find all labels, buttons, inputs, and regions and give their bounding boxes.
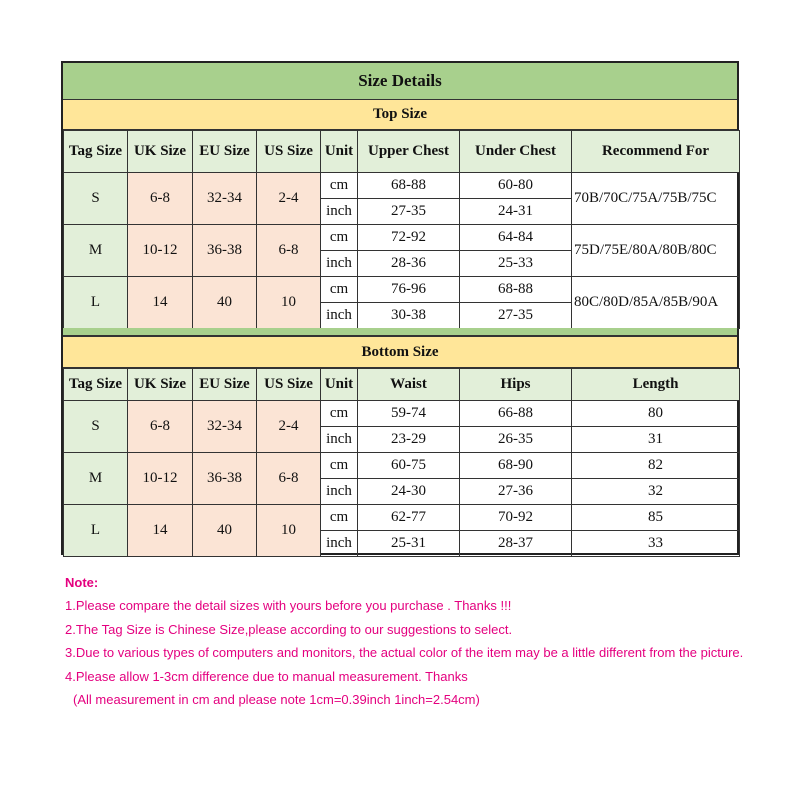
upper-chest-cell: 68-88: [358, 173, 460, 199]
eu-size-cell: 32-34: [193, 401, 257, 453]
notes-section: [65, 572, 785, 712]
length-cell: 32: [572, 479, 740, 505]
top-size-heading: Top Size: [63, 100, 737, 130]
header-uk-size: UK Size: [128, 131, 193, 173]
unit-cell: cm: [321, 505, 358, 531]
section-divider: [63, 328, 737, 336]
unit-cell: inch: [321, 303, 358, 329]
us-size-cell: 6-8: [257, 225, 321, 277]
length-cell: 80: [572, 401, 740, 427]
header-eu-size: EU Size: [193, 131, 257, 173]
uk-size-cell: 10-12: [128, 225, 193, 277]
unit-cell: cm: [321, 277, 358, 303]
upper-chest-cell: 72-92: [358, 225, 460, 251]
table-row: [64, 453, 740, 479]
us-size-cell: 10: [257, 505, 321, 557]
eu-size-cell: 36-38: [193, 225, 257, 277]
unit-cell: cm: [321, 453, 358, 479]
header-hips: Hips: [460, 369, 572, 401]
waist-cell: 59-74: [358, 401, 460, 427]
waist-cell: 60-75: [358, 453, 460, 479]
under-chest-cell: 64-84: [460, 225, 572, 251]
table-header-row: [64, 369, 740, 401]
unit-cell: cm: [321, 225, 358, 251]
hips-cell: 70-92: [460, 505, 572, 531]
recommend-cell: 70B/70C/75A/75B/75C: [572, 173, 740, 225]
size-chart: [61, 61, 739, 555]
eu-size-cell: 40: [193, 505, 257, 557]
waist-cell: 25-31: [358, 531, 460, 557]
recommend-cell: 80C/80D/85A/85B/90A: [572, 277, 740, 329]
header-eu-size: EU Size: [193, 369, 257, 401]
top-size-table: [63, 130, 740, 329]
under-chest-cell: 27-35: [460, 303, 572, 329]
tag-size-cell: M: [64, 453, 128, 505]
hips-cell: 27-36: [460, 479, 572, 505]
tag-size-cell: S: [64, 401, 128, 453]
bottom-size-table: [63, 368, 740, 557]
bottom-size-heading: Bottom Size: [63, 336, 737, 368]
header-tag-size: Tag Size: [64, 369, 128, 401]
uk-size-cell: 6-8: [128, 401, 193, 453]
upper-chest-cell: 28-36: [358, 251, 460, 277]
note-line: 3.Due to various types of computers and monitors, the actual color of the item may be a little different from the picture.: [65, 645, 744, 660]
unit-cell: inch: [321, 531, 358, 557]
header-waist: Waist: [358, 369, 460, 401]
under-chest-cell: 25-33: [460, 251, 572, 277]
us-size-cell: 2-4: [257, 401, 321, 453]
tag-size-cell: L: [64, 505, 128, 557]
us-size-cell: 2-4: [257, 173, 321, 225]
tag-size-cell: L: [64, 277, 128, 329]
recommend-cell: 75D/75E/80A/80B/80C: [572, 225, 740, 277]
eu-size-cell: 36-38: [193, 453, 257, 505]
waist-cell: 24-30: [358, 479, 460, 505]
note-line: (All measurement in cm and please note 1cm=0.39inch 1inch=2.54cm): [73, 692, 480, 707]
note-line: 1.Please compare the detail sizes with yours before you purchase . Thanks !!!: [65, 598, 512, 613]
unit-cell: inch: [321, 199, 358, 225]
uk-size-cell: 10-12: [128, 453, 193, 505]
header-unit: Unit: [321, 131, 358, 173]
uk-size-cell: 14: [128, 277, 193, 329]
unit-cell: inch: [321, 427, 358, 453]
length-cell: 85: [572, 505, 740, 531]
table-row: [64, 505, 740, 531]
table-header-row: [64, 131, 740, 173]
uk-size-cell: 6-8: [128, 173, 193, 225]
note-label: Note:: [65, 575, 99, 590]
header-tag-size: Tag Size: [64, 131, 128, 173]
upper-chest-cell: 27-35: [358, 199, 460, 225]
upper-chest-cell: 76-96: [358, 277, 460, 303]
length-cell: 31: [572, 427, 740, 453]
waist-cell: 62-77: [358, 505, 460, 531]
table-row: [64, 225, 740, 251]
under-chest-cell: 24-31: [460, 199, 572, 225]
hips-cell: 28-37: [460, 531, 572, 557]
under-chest-cell: 60-80: [460, 173, 572, 199]
us-size-cell: 6-8: [257, 453, 321, 505]
unit-cell: cm: [321, 401, 358, 427]
uk-size-cell: 14: [128, 505, 193, 557]
upper-chest-cell: 30-38: [358, 303, 460, 329]
waist-cell: 23-29: [358, 427, 460, 453]
note-line: 4.Please allow 1-3cm difference due to manual measurement. Thanks: [65, 668, 468, 684]
eu-size-cell: 40: [193, 277, 257, 329]
header-unit: Unit: [321, 369, 358, 401]
table-row: [64, 277, 740, 303]
length-cell: 82: [572, 453, 740, 479]
hips-cell: 26-35: [460, 427, 572, 453]
header-under-chest: Under Chest: [460, 131, 572, 173]
table-row: [64, 401, 740, 427]
hips-cell: 68-90: [460, 453, 572, 479]
header-us-size: US Size: [257, 131, 321, 173]
length-cell: 33: [572, 531, 740, 557]
under-chest-cell: 68-88: [460, 277, 572, 303]
header-upper-chest: Upper Chest: [358, 131, 460, 173]
tag-size-cell: S: [64, 173, 128, 225]
chart-title: Size Details: [63, 63, 737, 100]
table-row: [64, 173, 740, 199]
header-length: Length: [572, 369, 740, 401]
unit-cell: inch: [321, 479, 358, 505]
header-uk-size: UK Size: [128, 369, 193, 401]
hips-cell: 66-88: [460, 401, 572, 427]
header-recommend-for: Recommend For: [572, 131, 740, 173]
note-line: 2.The Tag Size is Chinese Size,please according to our suggestions to select.: [65, 621, 513, 637]
eu-size-cell: 32-34: [193, 173, 257, 225]
unit-cell: inch: [321, 251, 358, 277]
tag-size-cell: M: [64, 225, 128, 277]
unit-cell: cm: [321, 173, 358, 199]
us-size-cell: 10: [257, 277, 321, 329]
header-us-size: US Size: [257, 369, 321, 401]
